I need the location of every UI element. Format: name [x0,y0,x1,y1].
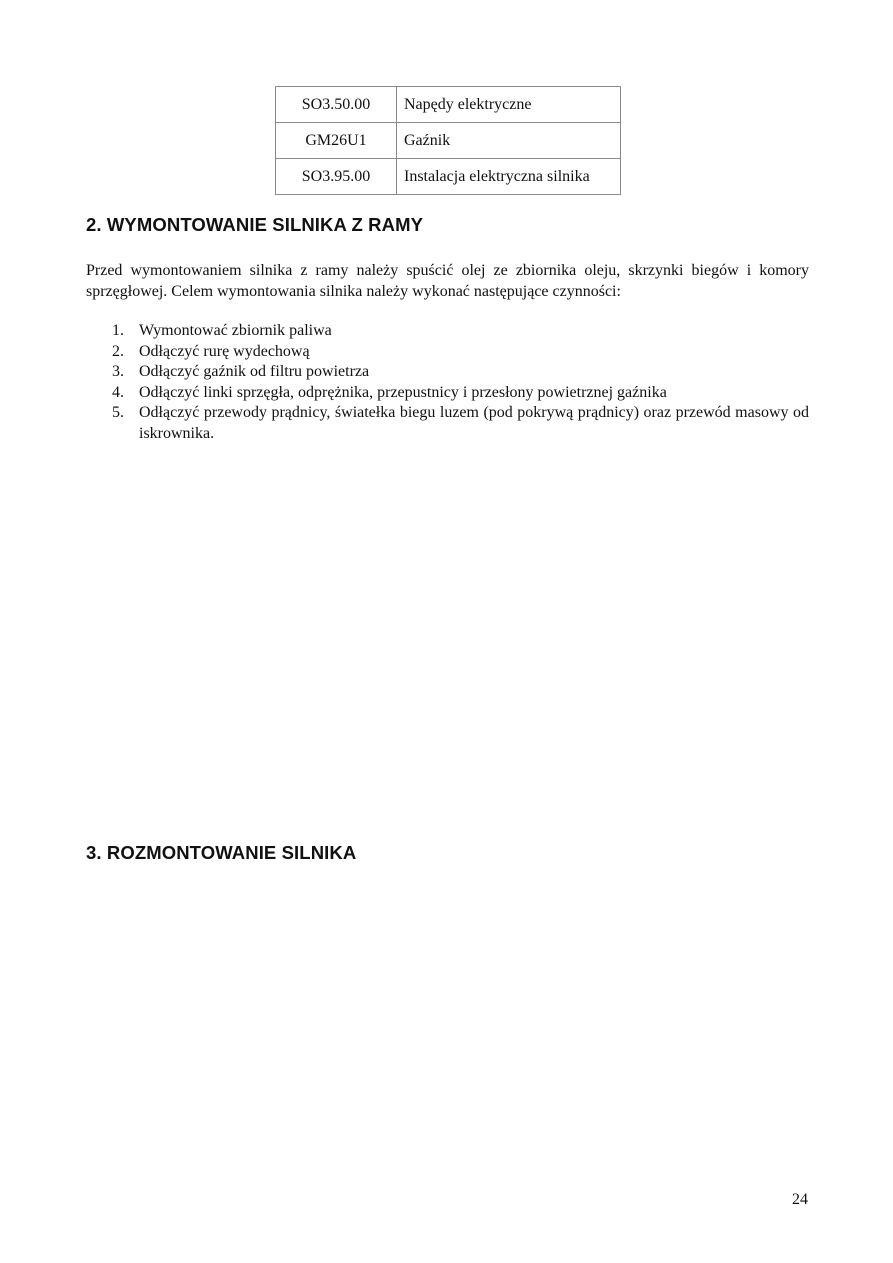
list-item-number: 4. [112,383,124,401]
list-item-number: 3. [112,363,124,380]
section-2-heading: 2. WYMONTOWANIE SILNIKA Z RAMY [86,214,424,235]
section-3-heading: 3. ROZMONTOWANIE SILNIKA [86,842,357,863]
table-row [276,159,621,195]
table-row [276,87,621,123]
list-item-text: Odłączyć gaźnik od filtru powietrza [139,363,370,380]
table-row [276,123,621,159]
part-description-cell: Napędy elektryczne [397,87,621,123]
section-2-intro-paragraph: Przed wymontowaniem silnika z ramy należy spuścić olej ze zbiornika oleju, skrzynki biegów i komory sprzęgłowej. Celem wymontowania silnika należy wykonać następujące czynności: [86,262,809,300]
part-code-cell: SO3.50.00 [276,87,397,123]
part-description-cell: Instalacja elektryczna silnika [397,159,621,195]
list-item [86,362,809,383]
list-item-text: Odłączyć linki sprzęgła, odprężnika, przepustnicy i przesłony powietrznej gaźnika [139,383,667,401]
list-item [86,403,809,444]
removal-steps-list [86,321,809,444]
list-item [86,383,809,404]
list-item-text: Odłączyć rurę wydechową [139,342,310,360]
list-item-number: 1. [112,322,124,339]
list-item-text: Wymontować zbiornik paliwa [139,322,332,339]
reference-table [275,86,621,195]
list-item [86,342,809,363]
list-item-number: 5. [112,404,124,421]
part-code-cell: GM26U1 [276,123,397,159]
part-code-cell: SO3.95.00 [276,159,397,195]
list-item-text: Odłączyć przewody prądnicy, światełka biegu luzem (pod pokrywą prądnicy) oraz przewód masowy od iskrownika. [139,404,809,442]
list-item-number: 2. [112,342,124,360]
page-number: 24 [792,1191,808,1208]
list-item [86,321,809,342]
part-description-cell: Gaźnik [397,123,621,159]
